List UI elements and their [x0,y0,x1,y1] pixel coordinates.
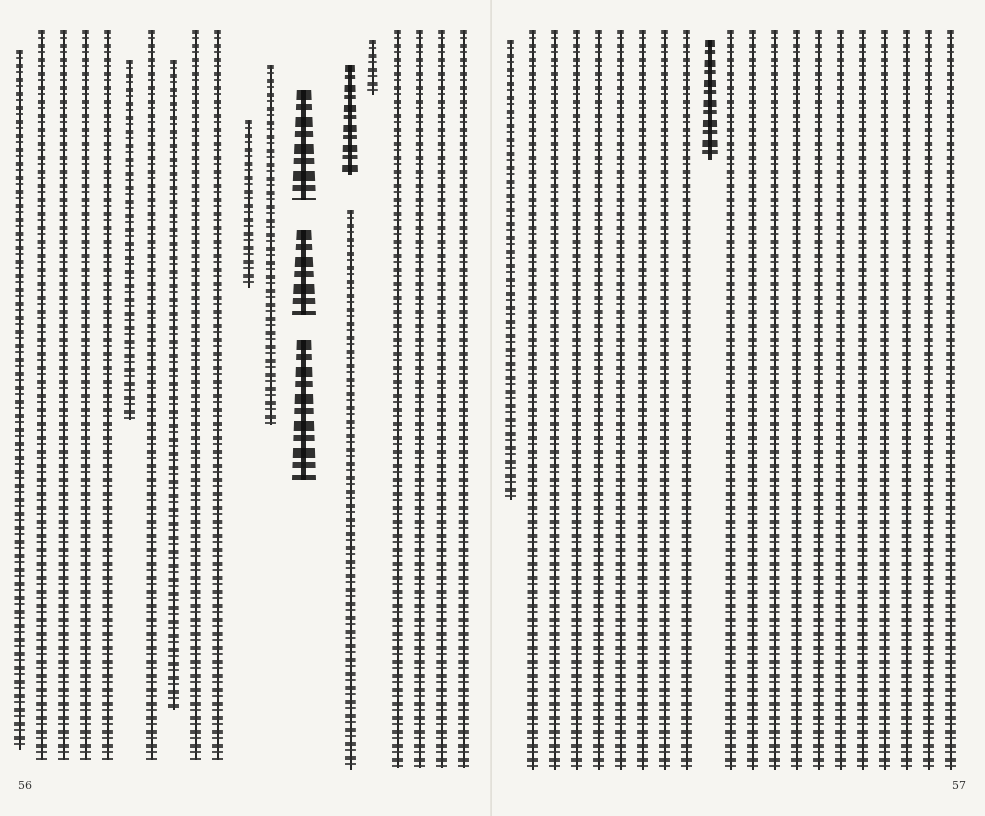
text-column [243,120,254,288]
text-column [681,30,692,770]
text-column [615,30,626,770]
section-title [342,65,358,175]
text-column [527,30,538,770]
text-column [747,30,758,770]
text-column [190,30,201,760]
text-column [857,30,868,770]
text-column [414,30,425,768]
text-column [392,30,403,768]
text-column [835,30,846,770]
text-column [571,30,582,770]
text-column [901,30,912,770]
text-column [14,50,25,750]
text-column [58,30,69,760]
page-number: 57 [952,779,966,792]
text-column [146,30,157,760]
text-column [769,30,780,770]
text-column [36,30,47,760]
text-column [945,30,956,770]
text-column [813,30,824,770]
text-column [367,40,378,95]
page-left [0,0,492,816]
chapter-heading [292,90,316,200]
text-column [436,30,447,768]
text-column [168,60,179,710]
text-column [124,60,135,420]
text-column [212,30,223,760]
section-title [702,40,718,160]
text-column [80,30,91,760]
text-column [505,40,516,500]
text-column [791,30,802,770]
page-number: 56 [18,779,32,792]
text-column [549,30,560,770]
text-column [923,30,934,770]
chapter-heading [292,230,316,315]
text-column [345,210,356,770]
chapter-heading [292,340,316,480]
text-column [879,30,890,770]
text-column [265,65,276,425]
text-column [637,30,648,770]
text-column [659,30,670,770]
text-column [593,30,604,770]
text-column [102,30,113,760]
page-right [492,0,985,816]
text-column [458,30,469,768]
text-column [725,30,736,770]
